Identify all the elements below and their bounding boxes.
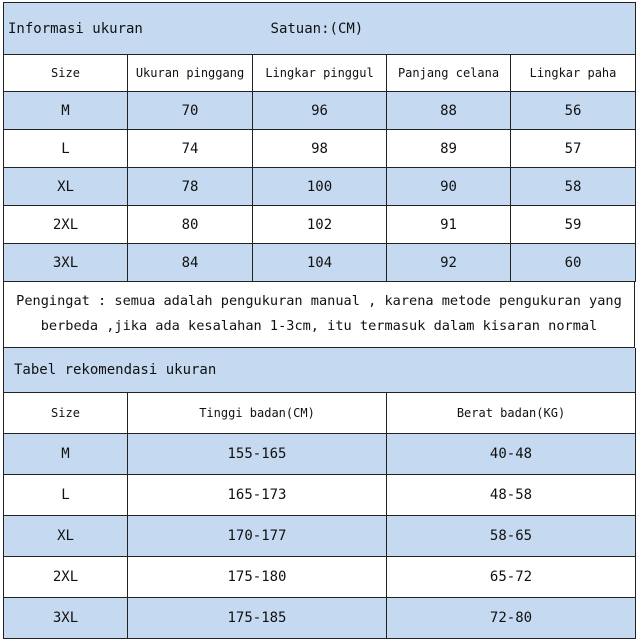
- size-info-title-row: [4, 3, 636, 55]
- value-cell: 91: [387, 206, 511, 244]
- size-cell: M: [4, 433, 128, 474]
- table-row: [4, 597, 636, 638]
- weight-cell: 58-65: [387, 515, 636, 556]
- value-cell: 84: [128, 244, 253, 282]
- column-header: Lingkar pinggul: [253, 55, 387, 92]
- value-cell: 96: [253, 92, 387, 130]
- table-row: [4, 168, 636, 206]
- size-cell: 3XL: [4, 244, 128, 282]
- column-header: Berat badan(KG): [387, 392, 636, 433]
- size-cell: L: [4, 474, 128, 515]
- value-cell: 98: [253, 130, 387, 168]
- size-cell: XL: [4, 168, 128, 206]
- recommendation-title: Tabel rekomendasi ukuran: [4, 348, 636, 392]
- column-header: Size: [4, 392, 128, 433]
- value-cell: 90: [387, 168, 511, 206]
- size-chart: [3, 2, 635, 638]
- value-cell: 100: [253, 168, 387, 206]
- weight-cell: 40-48: [387, 433, 636, 474]
- recommendation-title-row: [4, 348, 636, 392]
- size-info-table: [3, 2, 636, 282]
- height-cell: 175-180: [128, 556, 387, 597]
- size-recommendation-table: [3, 348, 636, 639]
- weight-cell: 72-80: [387, 597, 636, 638]
- height-cell: 175-185: [128, 597, 387, 638]
- value-cell: 104: [253, 244, 387, 282]
- size-info-title: Informasi ukuran: [4, 3, 253, 55]
- value-cell: 57: [511, 130, 636, 168]
- table-row: [4, 515, 636, 556]
- size-cell: M: [4, 92, 128, 130]
- column-header: Size: [4, 55, 128, 92]
- value-cell: 74: [128, 130, 253, 168]
- height-cell: 155-165: [128, 433, 387, 474]
- size-cell: 3XL: [4, 597, 128, 638]
- value-cell: 70: [128, 92, 253, 130]
- value-cell: 59: [511, 206, 636, 244]
- size-cell: 2XL: [4, 556, 128, 597]
- size-info-header-row: [4, 55, 636, 92]
- unit-label: Satuan:(CM): [253, 3, 636, 55]
- height-cell: 165-173: [128, 474, 387, 515]
- table-row: [4, 130, 636, 168]
- value-cell: 56: [511, 92, 636, 130]
- table-row: [4, 556, 636, 597]
- weight-cell: 48-58: [387, 474, 636, 515]
- table-row: [4, 433, 636, 474]
- weight-cell: 65-72: [387, 556, 636, 597]
- value-cell: 92: [387, 244, 511, 282]
- table-row: [4, 92, 636, 130]
- reminder-line-1: Pengingat : semua adalah pengukuran manual , karena metode pengukuran yang: [16, 293, 622, 309]
- reminder-line-2: berbeda ,jika ada kesalahan 1-3cm, itu termasuk dalam kisaran normal: [40, 318, 598, 334]
- value-cell: 102: [253, 206, 387, 244]
- column-header: Tinggi badan(CM): [128, 392, 387, 433]
- recommendation-header-row: [4, 392, 636, 433]
- size-cell: XL: [4, 515, 128, 556]
- value-cell: 80: [128, 206, 253, 244]
- column-header: Panjang celana: [387, 55, 511, 92]
- table-row: [4, 474, 636, 515]
- value-cell: 89: [387, 130, 511, 168]
- value-cell: 60: [511, 244, 636, 282]
- table-row: [4, 244, 636, 282]
- reminder-note: [3, 282, 635, 348]
- column-header: Lingkar paha: [511, 55, 636, 92]
- height-cell: 170-177: [128, 515, 387, 556]
- table-row: [4, 206, 636, 244]
- value-cell: 58: [511, 168, 636, 206]
- size-cell: 2XL: [4, 206, 128, 244]
- value-cell: 78: [128, 168, 253, 206]
- size-cell: L: [4, 130, 128, 168]
- column-header: Ukuran pinggang: [128, 55, 253, 92]
- value-cell: 88: [387, 92, 511, 130]
